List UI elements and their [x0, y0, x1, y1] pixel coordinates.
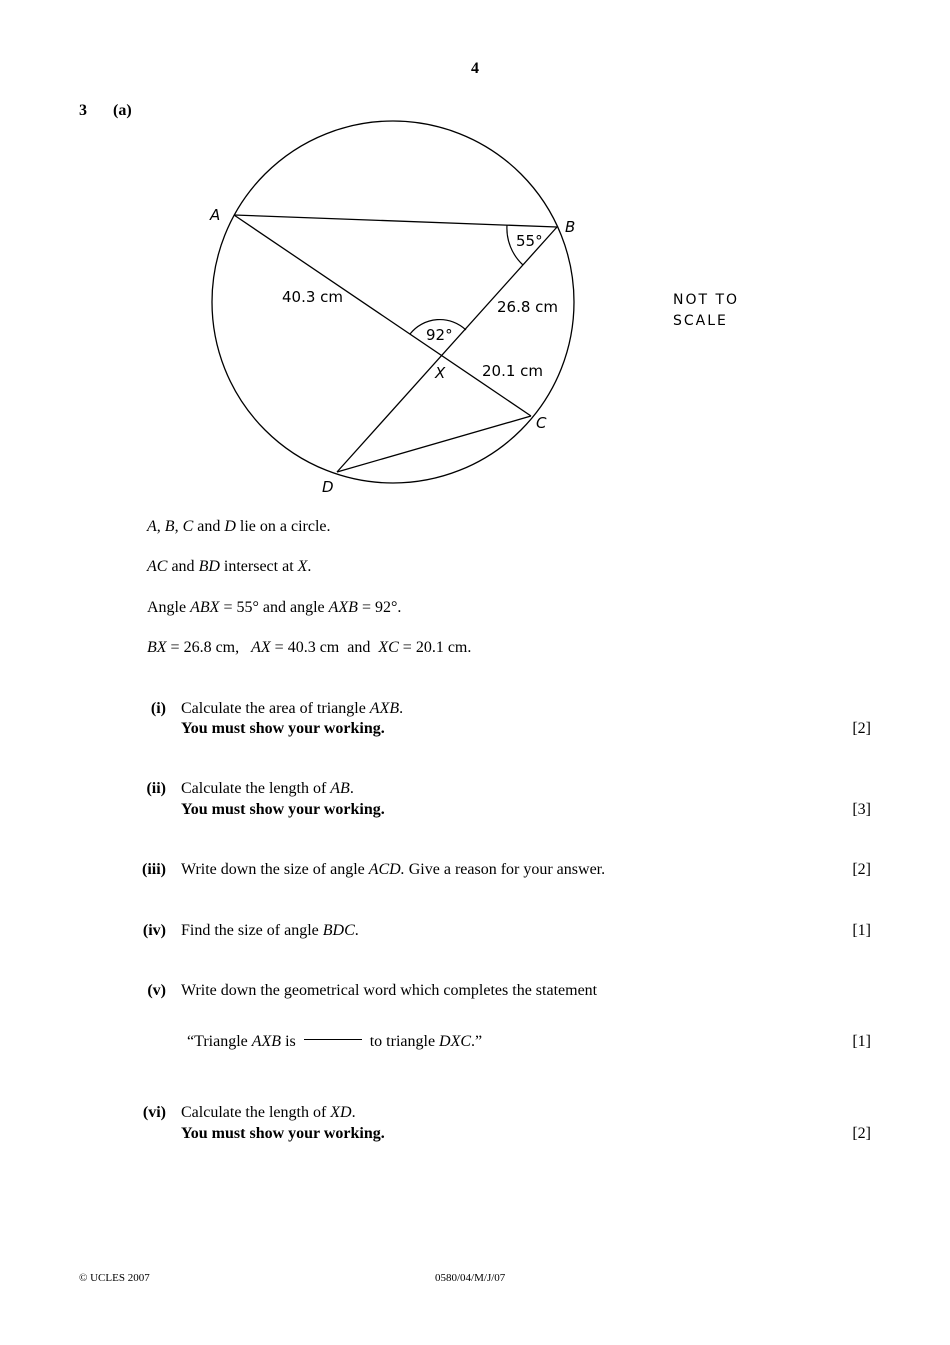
angle-label-x: 92° [426, 326, 453, 344]
part-label-vi: (vi) [142, 1104, 166, 1121]
page-number: 4 [471, 60, 479, 77]
part-mark-v: [1] [852, 1033, 871, 1050]
point-label-b: B [565, 218, 576, 236]
chord-bd [337, 227, 557, 472]
length-label-bx: 26.8 cm [497, 298, 559, 316]
angle-label-b: 55° [516, 232, 543, 250]
answer-blank-line [304, 1039, 362, 1040]
point-label-c: C [536, 414, 547, 432]
part-mark-i: [2] [852, 720, 871, 737]
part-text-iii: Write down the size of angle ACD. Give a reason for your answer. [181, 861, 606, 878]
part-text-iv: Find the size of angle BDC. [181, 922, 359, 939]
part-text-i: Calculate the area of triangle AXB. [181, 700, 404, 717]
part-label-iii: (iii) [142, 861, 166, 878]
point-label-a: A [210, 206, 221, 224]
part-statement-v: “Triangle AXB is to triangle DXC.” [187, 1033, 483, 1050]
length-label-xc: 20.1 cm [482, 362, 544, 380]
part-text-ii: Calculate the length of AB. [181, 780, 354, 797]
footer-paper-code: 0580/04/M/J/07 [435, 1272, 506, 1284]
statement-lengths: BX = 26.8 cm, AX = 40.3 cm and XC = 20.1 cm. [147, 639, 472, 656]
question-part: (a) [113, 102, 132, 119]
point-label-d: D [322, 478, 334, 496]
part-label-ii: (ii) [146, 780, 166, 797]
part-label-i: (i) [150, 700, 166, 717]
part-text-v: Write down the geometrical word which completes the statement [181, 982, 598, 999]
question-number: 3 [79, 102, 87, 119]
part-text-vi: Calculate the length of XD. [181, 1104, 356, 1121]
part-label-iv: (iv) [142, 922, 166, 939]
chord-dc [337, 416, 531, 472]
part-mark-iii: [2] [852, 861, 871, 878]
statement-intersection: AC and BD intersect at X. [147, 558, 312, 575]
statement-points-on-circle: A, B, C and D lie on a circle. [147, 518, 331, 535]
part-mark-vi: [2] [852, 1125, 871, 1142]
not-to-scale-note [673, 290, 739, 332]
chord-ac [234, 215, 531, 416]
part-label-v: (v) [147, 982, 166, 999]
not-to-scale-line1: NOT TO [673, 292, 740, 308]
part-instruction-i: You must show your working. [181, 720, 385, 737]
part-instruction-ii: You must show your working. [181, 801, 385, 818]
chord-ab [234, 215, 557, 227]
statement-angles: Angle ABX = 55° and angle AXB = 92°. [147, 599, 402, 616]
point-label-x: X [435, 364, 446, 382]
part-mark-ii: [3] [852, 801, 871, 818]
not-to-scale-line2: SCALE [673, 313, 728, 329]
part-mark-iv: [1] [852, 922, 871, 939]
length-label-ax: 40.3 cm [282, 288, 344, 306]
part-instruction-vi: You must show your working. [181, 1125, 385, 1142]
footer-copyright: © UCLES 2007 [79, 1272, 150, 1284]
circle-diagram [0, 0, 950, 520]
